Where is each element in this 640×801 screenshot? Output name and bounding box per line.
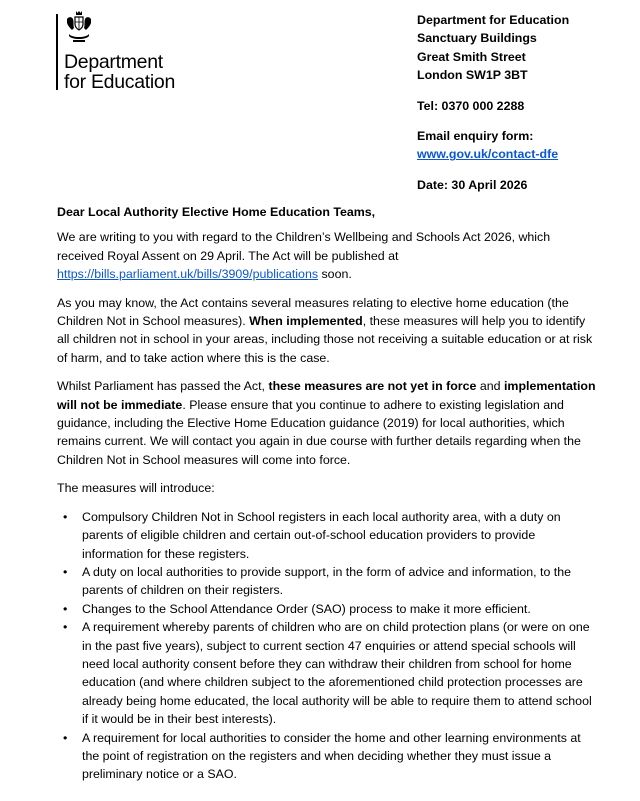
p3-text: Whilst Parliament has passed the Act, xyxy=(57,379,269,394)
p2-text-end: , these measures will help you to identify all children not in school in your areas, including those not receiving a suitable education or at risk of harm, and to take action where this is the case. xyxy=(57,314,593,365)
p2-bold: When implemented xyxy=(249,314,363,329)
list-item xyxy=(57,508,597,563)
logo-line-2: for Education xyxy=(64,71,176,93)
list-item-text: A requirement whereby parents of children who are on child protection plans (or were on one in the past five years), subject to current section 47 enquiries or attend special schools will need local authority consent before they can withdraw their children from school for home education (and where children subject to the aforementioned child protection processes are already being home educated, the local authority will be able to require them to attend school if it would be in their best interests). xyxy=(82,620,592,727)
p3-text-end: . Please ensure that you continue to adhere to existing legislation and guidance, including the Elective Home Education guidance (2019) for local authorities, which remains current. We will contact you again in due course with further details regarding when the Children Not in School measures will come into force. xyxy=(57,397,581,467)
bullet-icon: • xyxy=(63,730,68,745)
paragraph-1 xyxy=(57,228,597,283)
bullet-icon: • xyxy=(63,564,68,579)
address-line-2: Sanctuary Buildings xyxy=(417,31,537,46)
list-item-text: A duty on local authorities to provide support, in the form of advice and information, to the parents of children on their registers. xyxy=(82,564,572,598)
paragraph-3 xyxy=(57,377,597,469)
sender-address xyxy=(417,11,569,194)
letter-body xyxy=(57,203,597,784)
royal-coat-of-arms-icon xyxy=(64,10,94,46)
address-line-3: Great Smith Street xyxy=(417,49,526,64)
p3-and: and xyxy=(476,379,504,394)
address-line-1: Department for Education xyxy=(417,13,570,27)
logo-line-1: Department xyxy=(64,51,163,73)
p3-bold: these measures are not yet in force xyxy=(268,379,477,394)
list-item-text: Compulsory Children Not in School registers in each local authority area, with a duty on parents of eligible children and certain out-of-school education providers to provide information for these registers. xyxy=(82,509,561,561)
list-item xyxy=(57,618,597,728)
logo-text xyxy=(64,52,175,92)
contact-link[interactable]: www.gov.uk/contact-dfe xyxy=(417,147,559,162)
address-line-4: London SW1P 3BT xyxy=(417,68,528,83)
bullet-icon: • xyxy=(63,509,68,524)
measures-intro: The measures will introduce: xyxy=(57,481,215,496)
publications-link[interactable]: https://bills.parliament.uk/bills/3909/publications xyxy=(57,267,319,282)
bullet-icon: • xyxy=(63,620,68,635)
bullet-icon: • xyxy=(63,601,68,616)
greeting: Dear Local Authority Elective Home Education Teams, xyxy=(57,205,376,219)
p1-text-end: soon. xyxy=(318,267,352,282)
paragraph-2 xyxy=(57,294,597,368)
p1-text: We are writing to you with regard to the Children’s Wellbeing and Schools Act 2026, which received Royal Assent on 29 April. The Act will be published at xyxy=(57,230,551,263)
list-item-text: A requirement for local authorities to consider the home and other learning environments at the point of registration on the registers and when deciding whether they must issue a preliminary notice or a SAO. xyxy=(82,730,581,782)
list-item xyxy=(57,729,597,784)
logo-rule xyxy=(56,14,58,90)
dfe-logo xyxy=(56,10,196,93)
p3-bold-2: implementation will not be immediate xyxy=(57,379,596,412)
letter-date: Date: 30 April 2026 xyxy=(417,177,528,192)
list-item xyxy=(57,600,597,618)
telephone: Tel: 0370 000 2288 xyxy=(417,98,525,113)
p2-text: As you may know, the Act contains several measures relating to elective home education (the Children Not in School measures). xyxy=(57,295,569,329)
measures-list xyxy=(57,508,597,784)
list-item-text: Changes to the School Attendance Order (SAO) process to make it more efficient. xyxy=(82,601,531,616)
list-item xyxy=(57,563,597,600)
email-label: Email enquiry form: xyxy=(417,129,534,144)
